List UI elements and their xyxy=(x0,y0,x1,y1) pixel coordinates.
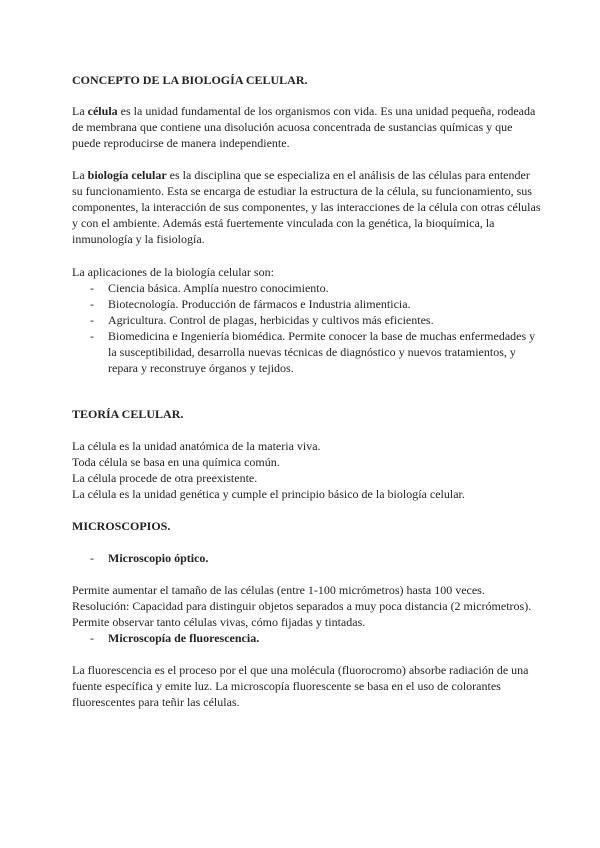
list-item xyxy=(90,280,538,296)
teoria-line: La célula es la unidad anatómica de la materia viva. xyxy=(72,439,321,453)
applications-intro: La aplicaciones de la biología celular son: xyxy=(72,265,274,279)
paragraph-biologia-celular xyxy=(72,167,542,247)
bullet-dash: - xyxy=(90,329,94,343)
optico-line: Resolución: Capacidad para distinguir objetos separados a muy poca distancia (2 micrómetros). xyxy=(72,599,532,613)
list-item-text: Ciencia básica. Amplía nuestro conocimiento. xyxy=(108,281,329,295)
text: es la unidad fundamental de los organismos con vida. Es una unidad pequeña, rodeada de membrana que contiene una disolución acuosa concentrada de sustancias químicas y que puede reproducirse de manera independiente. xyxy=(72,104,536,150)
applications-list xyxy=(90,280,538,376)
optico-lines xyxy=(72,582,542,630)
paragraph-fluorescencia: La fluorescencia es el proceso por el que una molécula (fluorocromo) absorbe radiación de una fuente específica y emite luz. La microscopía fluorescente se basa en el uso de colorantes fluorescentes para teñir las células. xyxy=(72,663,529,709)
bullet-dash: - xyxy=(90,551,94,565)
list-item-text: Biomedicina e Ingeniería biomédica. Permite conocer la base de muchas enfermedades y la susceptibilidad, desarrolla nuevas técnicas de diagnóstico y nuevos tratamientos, y repara y reconstruye órganos y tejidos. xyxy=(108,329,536,375)
heading-concepto: CONCEPTO DE LA BIOLOGÍA CELULAR. xyxy=(72,73,308,87)
text: es la disciplina que se especializa en el análisis de las células para entender su funcionamiento. Esta se encarga de estudiar la estructura de la célula, su funcionamiento, sus componentes, la interacción de sus componentes, y las interacciones de la célula con otras células y con el ambiente. Además está fuertemente vinculada con la genética, la bioquímica, la inmunología y la fisiología. xyxy=(72,168,541,246)
optico-line: Permite observar tanto células vivas, cómo fijadas y tintadas. xyxy=(72,615,366,629)
teoria-line: La célula procede de otra preexistente. xyxy=(72,471,258,485)
text: La xyxy=(72,168,88,182)
bullet-dash: - xyxy=(90,297,94,311)
list-item xyxy=(90,296,538,312)
heading-microscopios: MICROSCOPIOS. xyxy=(72,519,171,533)
teoria-lines xyxy=(72,438,542,502)
subheading-text: Microscopio óptico. xyxy=(108,551,209,565)
teoria-line: Toda célula se basa en una química común. xyxy=(72,455,280,469)
heading-teoria: TEORÍA CELULAR. xyxy=(72,407,184,421)
subheading-fluorescencia xyxy=(90,630,259,646)
optico-line: Permite aumentar el tamaño de las células (entre 1-100 micrómetros) hasta 100 veces. xyxy=(72,583,485,597)
term-biologia-celular: biología celular xyxy=(87,168,167,182)
text: La xyxy=(72,104,88,118)
list-item-text: Biotecnología. Producción de fármacos e Industria alimenticia. xyxy=(108,297,411,311)
list-item xyxy=(90,312,538,328)
list-item xyxy=(90,328,538,376)
term-celula: célula xyxy=(87,104,118,118)
subheading-text: Microscopía de fluorescencia. xyxy=(108,631,260,645)
list-item-text: Agricultura. Control de plagas, herbicidas y cultivos más eficientes. xyxy=(108,313,434,327)
subheading-optico xyxy=(90,550,208,566)
bullet-dash: - xyxy=(90,313,94,327)
bullet-dash: - xyxy=(90,631,94,645)
bullet-dash: - xyxy=(90,281,94,295)
paragraph-celula xyxy=(72,103,542,151)
teoria-line: La célula es la unidad genética y cumple el principio básico de la biología celular. xyxy=(72,487,465,501)
